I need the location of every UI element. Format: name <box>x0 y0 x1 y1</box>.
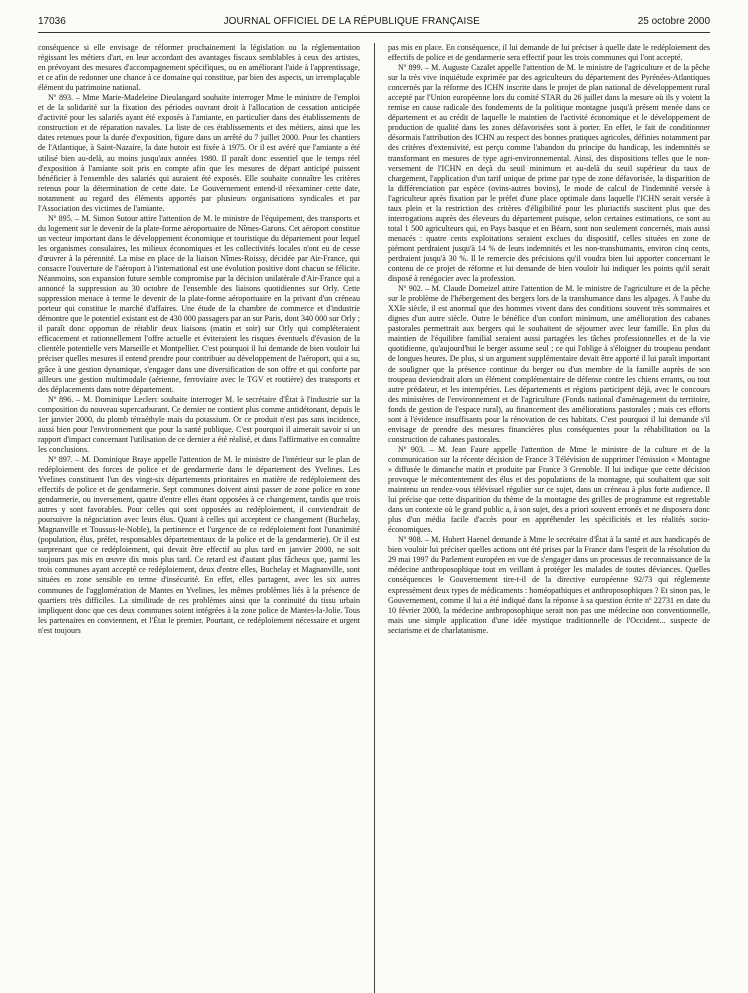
column-divider <box>374 43 375 993</box>
question-897: Nº 897. – M. Dominique Braye appelle l'attention de M. le ministre de l'intérieur sur le plan de redéploiement des forces de police et de gendarmerie dans le département des Yvelines. Les Yvelines constituent l'un des vingt-six départements prioritaires en matière de redéploiement des effectifs de police et de gendarmerie. Sept communes doivent ainsi passer de zone police en zone gendarmerie, ou inversement, quatre d'entre elles étant opposées à ce changement, tandis que trois autres y sont favorables. Pour celles qui sont opposées au redéploiement, il conviendrait de poursuivre la négociation avec leurs élus. Quant à celles qui acceptent ce changement (Buchelay, Magnanville et Toussus-le-Noble), la pertinence et l'urgence de ce redéploiement font l'unanimité (population, élus, préfet, responsables départementaux de la police et de la gendarmerie). Or il est surprenant que ce redéploiement, qui devait être effectif au plus tard en janvier 2000, ne soit toujours pas mis en œuvre dix mois plus tard. Ce retard est d'autant plus fâcheux que, parmi les trois communes ayant accepté ce redéploiement, deux d'entre elles, Buchelay et Magnanville, sont situées en zone sensible en terme d'insécurité. En effet, elles partagent, avec les six autres communes de l'agglomération de Mantes en Yvelines, les mêmes problèmes liés à la présence de quartiers très difficiles. La similitude de ces problèmes ainsi que la continuité du tissu urbain impliquent donc que ces deux communes soient intégrées à la zone police de Mantes-la-Jolie. Tous les partenaires en conviennent, et l'État le premier. Pourtant, ce redéploiement nécessaire et urgent n'est toujours <box>38 454 360 635</box>
page-number: 17036 <box>38 16 66 27</box>
paragraph: pas mis en place. En conséquence, il lui demande de lui préciser à quelle date le redéploiement des effectifs de police et de gendarmerie sera effectif pour les trois communes qui l'ont accepté. <box>388 43 710 63</box>
question-902: Nº 902. – M. Claude Domeizel attire l'attention de M. le ministre de l'agriculture et de la pêche sur le problème de l'hébergement des bergers lors de la transhumance dans les alpages. À l'aube du XXIe siècle, il est anormal que des hommes vivent dans des conditions souvent très sommaires et dignes d'un autre siècle. Outre le bénéfice d'un confort minimum, une amélioration des cabanes pastorales permettrait aux bergers qui le souhaitent de séjourner avec leur famille. En plus du maintien de l'équilibre familial seraient aussi partagées les tâches professionnelles et de la vie quotidienne, qu'aujourd'hui le berger assume seul ; ce qui l'oblige à s'éloigner du troupeau pendant de longues heures. De plus, si un argument supplémentaire devait être apporté il lui paraît important de souligner que la présence continue du berger ou d'un membre de la famille auprès de son troupeau deviendrait alors un élément complémentaire de défense contre les chiens errants, ou tout autre prédateur, et les intempéries. Les départements et régions participent déjà, avec le concours des ministères de l'environnement et de l'agriculture (Fonds national d'aménagement du territoire, fonds de gestion de l'espace rural), au financement des améliorations pastorales ; mais ces efforts sont à l'évidence insuffisants pour la rénovation de ces habitats. C'est pourquoi il lui demande s'il envisage de prendre des mesures financières plus conséquentes pour la réhabilitation ou la construction de cabanes pastorales. <box>388 284 710 444</box>
publication-date: 25 octobre 2000 <box>637 16 710 27</box>
question-893: Nº 893. – Mme Marie-Madeleine Dieulangard souhaite interroger Mme le ministre de l'emploi et de la solidarité sur la fixation des périodes ouvrant droit à l'allocation de cessation anticipée d'activité pour les salariés ayant été exposés à l'amiante, en particulier dans des établissements de construction et de réparation navales. La liste de ces établissements et des métiers, ainsi que les dates retenues pour la durée d'exposition, figure dans un arrêté du 7 juillet 2000. Pour les chantiers de l'Atlantique, à Saint-Nazaire, la date butoir est fixée à 1975. Or il est avéré que l'amiante a été utilisé bien au-delà, au moins jusqu'aux années 1980. Il paraît donc essentiel que le temps réel d'exposition à l'amiante soit pris en compte afin que les mesures de départ anticipé puissent bénéficier à l'ensemble des salariés qui auraient été exposés. Elle souhaite connaître les critères retenus pour la détermination de cette date. Le Gouvernement entend-il réexaminer cette date, notamment au regard des éléments apportés par plusieurs organisations syndicales et par l'Association des victimes de l'amiante. <box>38 93 360 213</box>
question-896: Nº 896. – M. Dominique Leclerc souhaite interroger M. le secrétaire d'État à l'industrie sur la composition du nouveau supercarburant. Ce dernier ne contient plus comme antidétonant, depuis le 1er janvier 2000, du plomb tétraéthyle mais du potassium. Or ce produit n'est pas sans incidence, aussi bien pour l'environnement que pour la santé publique. C'est pourquoi il aimerait savoir si un rapport d'impact concernant l'utilisation de ce dernier a été réalisé, et dans l'affirmative en connaître les conclusions. <box>38 394 360 454</box>
right-column <box>388 43 710 636</box>
left-column <box>38 43 360 636</box>
question-895: Nº 895. – M. Simon Sutour attire l'attention de M. le ministre de l'équipement, des transports et du logement sur le devenir de la plate-forme aéroportuaire de Nîmes-Garons. Cet aéroport constitue un vecteur important dans le développement économique et touristique du département pour lequel les organismes consulaires, les milieux économiques et les collectivités locales n'ont eu de cesse d'œuvrer à la pérennité. La mise en place de la liaison Nîmes-Roissy, décidée par Air-France, qui consacre l'ouverture de l'aéroport à l'international est une évolution positive dont chacun se félicite. Néanmoins, son expansion future semble compromise par la décision unilatérale d'Air-France qui a annoncé la suppression au 30 octobre de l'ensemble des liaisons quotidiennes sur Orly. Cette suppression menace à terme le devenir de la plate-forme aéroportuaire en la privant d'un créneau porteur qui constitue le marché d'affaires. Une étude de la chambre de commerce et d'industrie démontre que le potentiel existant est de 430 000 passagers par an sur Paris, dont 340 000 sur Orly ; il paraît donc opportun de rétablir deux liaisons (matin et soir) sur Orly qui compléteraient efficacement et rationnellement l'offre actuelle et éviteraient les risques éventuels d'évasion de la clientèle potentielle vers Marseille et Montpellier. C'est pourquoi il lui demande de bien vouloir lui préciser quelles mesures il entend prendre pour contribuer au développement de l'aéroport, qui a su, grâce à une gestion dynamique, s'engager dans une diversification de son offre et qui conforte par ailleurs une gestion multimodale (aérienne, ferroviaire avec le TGV et routière) des transports et des déplacements dans notre département. <box>38 213 360 394</box>
paragraph: conséquence si elle envisage de réformer prochainement la législation ou la réglementation régissant les métiers d'art, en leur accordant des avantages fiscaux semblables à ceux des artistes, en prévoyant des mesures d'accompagnement spécifiques, ou en améliorant l'aide à l'apprentissage, et ce afin de redonner une chance à ce domaine qui constitue, par bien des aspects, un irremplaçable élément du patrimoine national. <box>38 43 360 93</box>
text-columns <box>38 43 710 636</box>
page-header <box>38 16 710 33</box>
question-903: Nº 903. – M. Jean Faure appelle l'attention de Mme le ministre de la culture et de la communication sur la récente décision de France 3 Télévision de supprimer l'émission « Montagne » diffusée le dimanche matin et produite par France 3 Grenoble. Il lui indique que cette décision provoque le mécontentement des élus et des populations de la montagne, qui souhaitent que soit maintenu un rendez-vous télévisuel régulier sur ce sujet, dans un créneau à plus forte audience. Il lui précise que cette disparition du thème de la montagne des grilles de programme est regrettable dans un contexte où le grand public a, à son sujet, des a priori souvent erronés et ne disposera donc plus d'un média facile d'accès pour en appréhender les spécificités et les réalités socio-économiques. <box>388 444 710 535</box>
question-908: Nº 908. – M. Hubert Haenel demande à Mme le secrétaire d'État à la santé et aux handicapés de bien vouloir lui préciser quelles actions ont été prises par la France dans l'esprit de la résolution du 29 mai 1997 du Parlement européen en vue de s'engager dans un processus de reconnaissance de la médecine anthroposophique tout en veillant à protéger les malades de toutes déviances. Quelles conséquences le Gouvernement tire-t-il de la directive européenne 92/73 qui réglemente expressément deux types de médicaments : homéopathiques et anthroposophiques ? Et sinon pas, le Gouvernement, comme il lui a été indiqué dans la réponse à sa question écrite nº 22731 en date du 10 février 2000, la médecine anthroposophique serait non pas une médecine non conventionnelle, mais une simple application d'une idée mystique traditionnelle de l'Occident... suspecte de sectarisme et de charlatanisme. <box>388 535 710 635</box>
journal-title: JOURNAL OFFICIEL DE LA RÉPUBLIQUE FRANÇAISE <box>223 16 480 27</box>
question-899: Nº 899. – M. Auguste Cazalet appelle l'attention de M. le ministre de l'agriculture et de la pêche sur la très vive inquiétude exprimée par des agriculteurs du département des Pyrénées-Atlantiques concernés par la réforme des ICHN inscrite dans le projet de plan national de développement rural accepté par l'Union européenne lors du comité STAR du 26 juillet dans la mesure où ils y voient la remise en cause radicale des fondements de la politique montagne jusqu'à présent menée dans ce département et au crédit de laquelle le maintien de l'activité économique et le développement de production de qualité dans les zones défavorisées sont à porter. En effet, le fait de conditionner désormais l'attribution des ICHN au respect des bonnes pratiques agricoles, définies notamment par des critères d'extensivité, est perçu comme l'abandon du principe du handicap, les indemnités se transformant en mesures de type agri-environnemental. Ainsi, des dispositions telles que le non-versement de l'ICHN en deçà du seuil minimum et au-delà du seuil supérieur du taux de chargement, l'application d'un tarif unique de prime par type de zone défavorisée, la disparition de la différenciation par espèce (ovins-autres bovins), le mode de calcul de l'indemnité versée à l'agriculteur après fixation par le préfet d'une place optimale dans laquelle l'ICHN serait versée à taux plein et la restriction des critères d'éligibilité pour les pluriactifs suscitent plus que des interrogations auprès des éleveurs du département puisque, selon certaines estimations, ce sont au total 1 500 agriculteurs qui, en Pays basque et en Béarn, sont non seulement concernés, mais aussi menacés : quatre cents exploitations seraient exclues du dispositif, celles situées en zone de piémont perdraient jusqu'à 14 % de leurs indemnités et les non-transhumants, environ cinq cents, perdraient jusqu'à 30 %. Il le remercie des précisions qu'il voudra bien lui apporter concernant le contenu de ce projet de réforme et lui demande de bien vouloir lui indiquer les points qu'il serait disposé à renégocier avec la profession. <box>388 63 710 284</box>
